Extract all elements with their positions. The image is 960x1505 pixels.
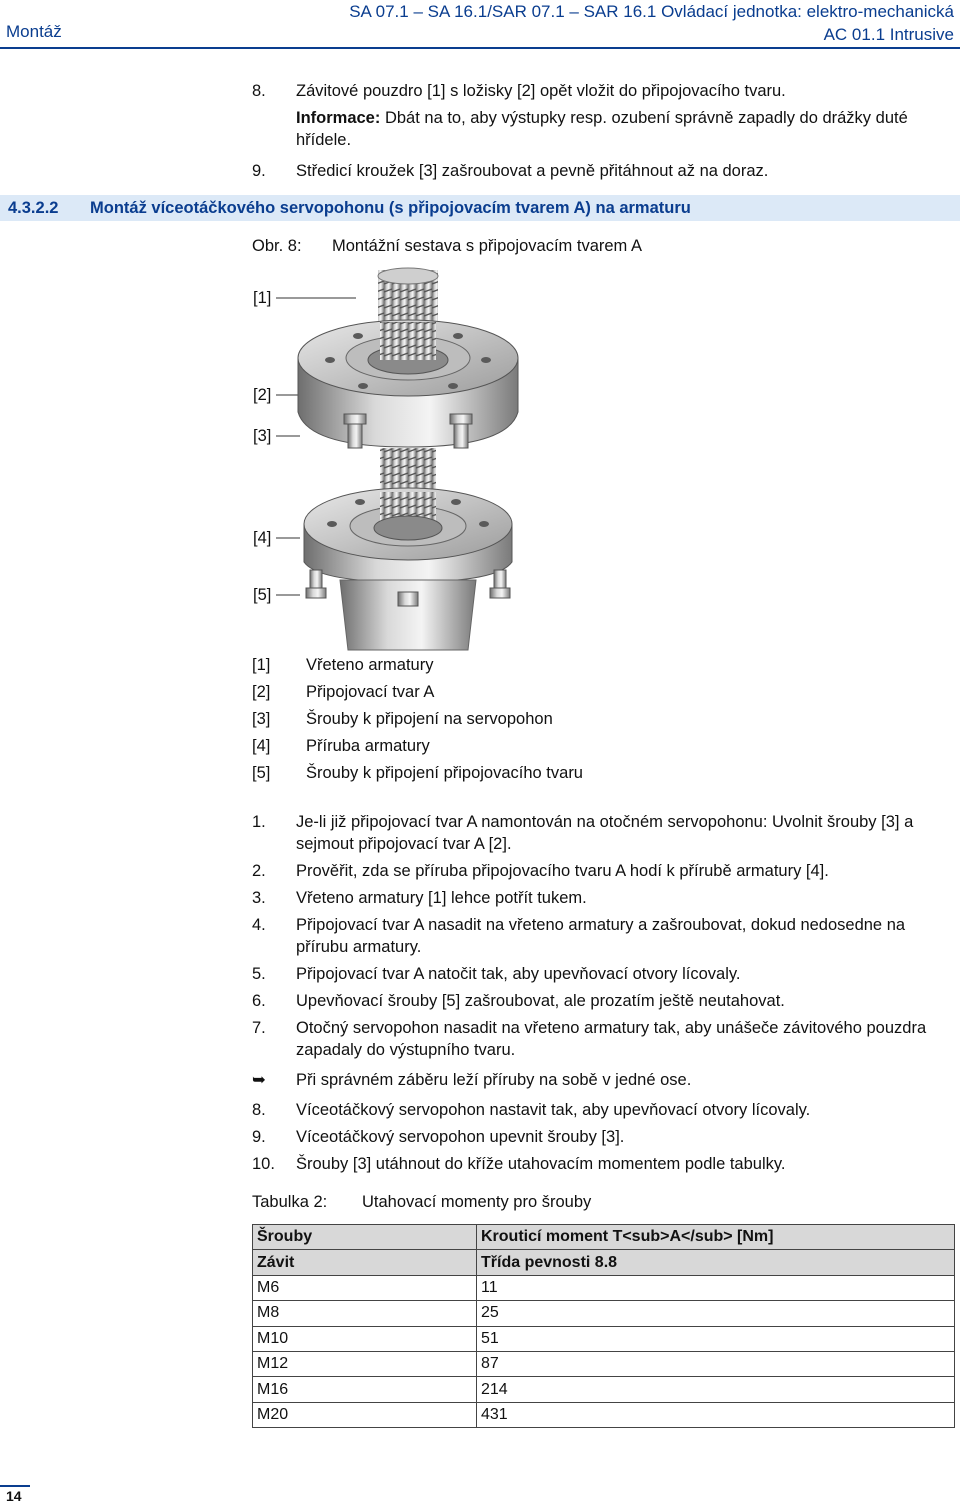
table-cell: M6 — [253, 1275, 477, 1300]
legend-text: Šrouby k připojení připojovacího tvaru — [306, 764, 583, 782]
torque-table — [252, 1224, 955, 1428]
table-row — [253, 1301, 955, 1326]
table-row — [253, 1326, 955, 1351]
prev-step-9 — [252, 160, 956, 182]
step-text: Připojovací tvar A natočit tak, aby upevňovací otvory lícovaly. — [296, 965, 741, 983]
table-cell: 11 — [477, 1275, 955, 1300]
step-8 — [252, 1099, 956, 1121]
step-text: Prověřit, zda se příruba připojovacího tvaru A hodí k přírubě armatury [4]. — [296, 862, 829, 880]
callout-4: [4] — [253, 529, 272, 547]
table-cell: M8 — [253, 1301, 477, 1326]
step-number: 9. — [252, 1128, 266, 1146]
table-cell: M10 — [253, 1326, 477, 1351]
step-text: Připojovací tvar A nasadit na vřeteno armatury a zašroubovat, dokud nedosedne na přírubu armatury. — [296, 916, 906, 956]
table-header-cell: Závit — [253, 1250, 477, 1275]
assembly-illustration — [248, 262, 548, 652]
table-cell: 87 — [477, 1351, 955, 1376]
step-text: Je-li již připojovací tvar A namontován na otočném servopohonu: Uvolnit šrouby [3] a sejmout připojovací tvar A [2]. — [296, 813, 914, 853]
step-text: Při správném záběru leží příruby na sobě v jedné ose. — [296, 1071, 692, 1089]
step-10 — [252, 1153, 956, 1175]
legend-text: Vřeteno armatury — [306, 656, 434, 674]
legend-text: Šrouby k připojení na servopohon — [306, 710, 553, 728]
step-text: Víceotáčkový servopohon upevnit šrouby [3]. — [296, 1128, 625, 1146]
step-3 — [252, 887, 956, 909]
step-text: Otočný servopohon nasadit na vřeteno armatury tak, aby unášeče závitového pouzdra zapadaly do výstupního tvaru. — [296, 1019, 927, 1059]
legend-number: [4] — [252, 737, 271, 755]
step-text: Upevňovací šrouby [5] zašroubovat, ale prozatím ještě neutahovat. — [296, 992, 785, 1010]
step-9 — [252, 1126, 956, 1148]
step-text: Závitové pouzdro [1] s ložisky [2] opět vložit do připojovacího tvaru. — [296, 82, 786, 100]
table-cell: M16 — [253, 1377, 477, 1402]
table-cell: M20 — [253, 1402, 477, 1427]
header-rule — [0, 47, 960, 49]
step-6 — [252, 990, 956, 1012]
step-number: 4. — [252, 916, 266, 934]
figure-title: Montážní sestava s připojovacím tvarem A — [332, 237, 642, 255]
step-text: Vřeteno armatury [1] lehce potřít tukem. — [296, 889, 587, 907]
table-cell: 431 — [477, 1402, 955, 1427]
table-row — [253, 1351, 955, 1376]
table-cell: 25 — [477, 1301, 955, 1326]
table-row — [253, 1377, 955, 1402]
step-number: 3. — [252, 889, 266, 907]
step-number: 10. — [252, 1155, 275, 1173]
table-row — [253, 1275, 955, 1300]
table-cell: M12 — [253, 1351, 477, 1376]
info-note — [252, 107, 956, 151]
table-label: Tabulka 2: — [252, 1193, 328, 1211]
callout-1: [1] — [253, 289, 272, 307]
step-result — [252, 1069, 956, 1091]
table-cell: 51 — [477, 1326, 955, 1351]
step-text: Víceotáčkový servopohon nastavit tak, aby upevňovací otvory lícovaly. — [296, 1101, 811, 1119]
step-number: 6. — [252, 992, 266, 1010]
table-header-row — [253, 1250, 955, 1275]
step-number: 2. — [252, 862, 266, 880]
legend-number: [2] — [252, 683, 271, 701]
legend-number: [5] — [252, 764, 271, 782]
legend-text: Připojovací tvar A — [306, 683, 435, 701]
step-number: 9. — [252, 162, 266, 180]
step-number: 8. — [252, 1101, 266, 1119]
step-number: 1. — [252, 813, 266, 831]
step-5 — [252, 963, 956, 985]
legend-text: Příruba armatury — [306, 737, 430, 755]
header-document-title — [349, 0, 954, 46]
callout-3: [3] — [253, 427, 272, 445]
step-2 — [252, 860, 956, 882]
figure-label: Obr. 8: — [252, 237, 302, 255]
info-text: Dbát na to, aby výstupky resp. ozubení správně zapadly do drážky duté hřídele. — [296, 109, 908, 149]
callout-5: [5] — [253, 586, 272, 604]
header-title-line-2: AC 01.1 Intrusive — [823, 25, 954, 44]
table-header-row — [253, 1225, 955, 1250]
legend-number: [3] — [252, 710, 271, 728]
table-header-cell: Krouticí moment T<sub>A</sub> [Nm] — [477, 1225, 955, 1250]
section-title: Montáž víceotáčkového servopohonu (s připojovacím tvarem A) na armaturu — [90, 199, 691, 217]
step-number: 8. — [252, 82, 266, 100]
header-chapter: Montáž — [6, 22, 62, 41]
table-header-cell: Šrouby — [253, 1225, 477, 1250]
table-cell: 214 — [477, 1377, 955, 1402]
step-number: 5. — [252, 965, 266, 983]
table-row — [253, 1402, 955, 1427]
table-header-cell: Třída pevnosti 8.8 — [477, 1250, 955, 1275]
step-7 — [252, 1017, 956, 1061]
step-number: 7. — [252, 1019, 266, 1037]
callout-2: [2] — [253, 386, 272, 404]
step-4 — [252, 914, 956, 958]
page-number: 14 — [6, 1488, 22, 1504]
footer-rule — [0, 1485, 30, 1487]
legend-number: [1] — [252, 656, 271, 674]
info-label: Informace: — [296, 109, 381, 127]
table-title: Utahovací momenty pro šrouby — [362, 1193, 592, 1211]
result-arrow-icon: ➥ — [252, 1071, 266, 1089]
step-text: Šrouby [3] utáhnout do kříže utahovacím momentem podle tabulky. — [296, 1155, 786, 1173]
prev-step-8 — [252, 80, 956, 102]
header-title-line-1: SA 07.1 – SA 16.1/SAR 07.1 – SAR 16.1 Ovládací jednotka: elektro-mechanická — [349, 2, 954, 21]
assembly-drawing — [248, 262, 548, 652]
step-text: Středicí kroužek [3] zašroubovat a pevně přitáhnout až na doraz. — [296, 162, 769, 180]
step-1 — [252, 811, 956, 855]
section-number: 4.3.2.2 — [8, 199, 59, 217]
